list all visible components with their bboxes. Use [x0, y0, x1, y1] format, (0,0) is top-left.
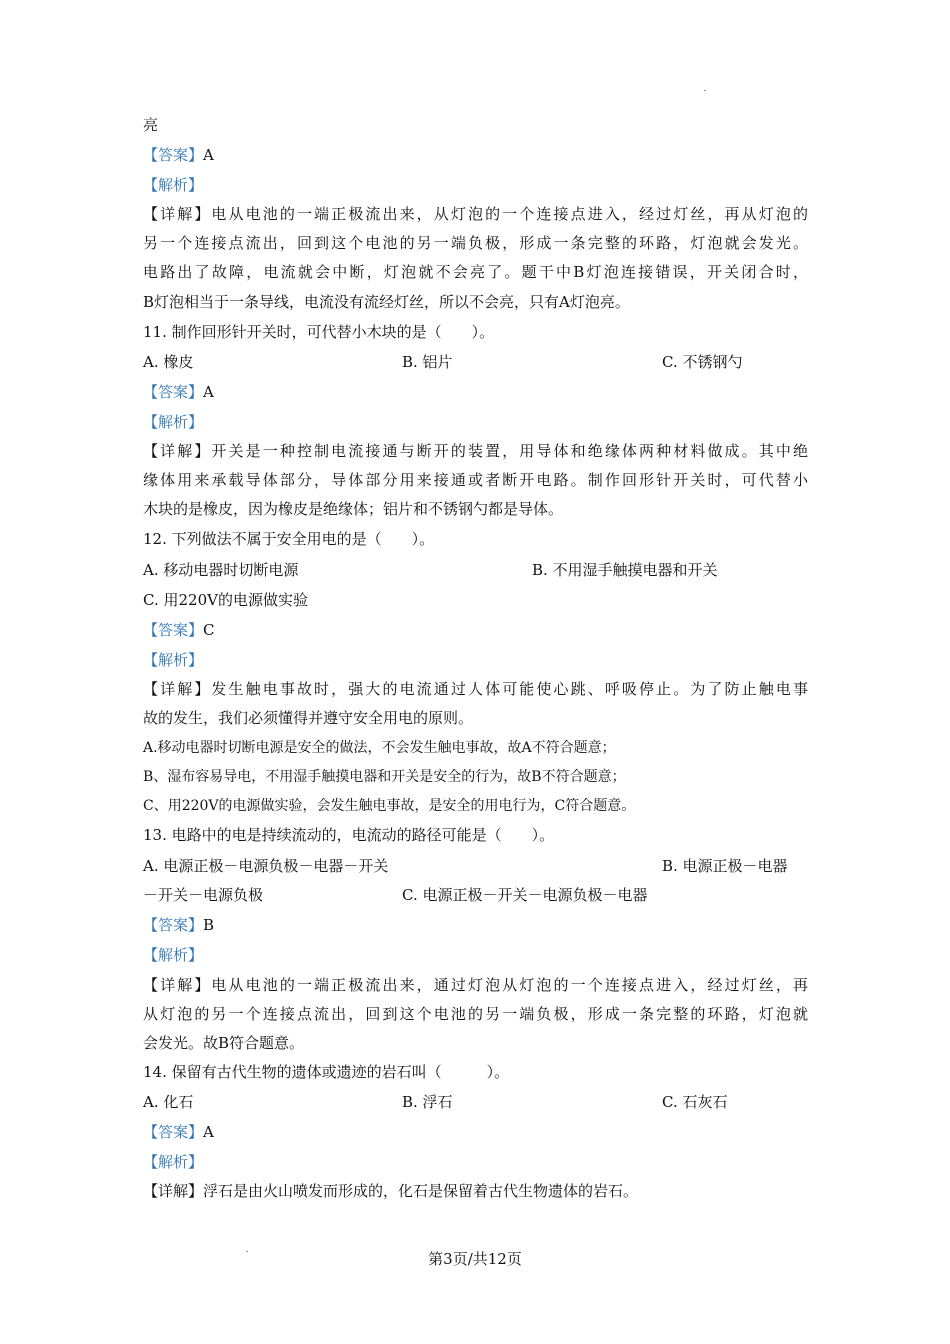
q12-detail-line: C、用220V的电源做实验，会发生触电事故，是安全的用电行为，C符合题意。	[143, 798, 636, 814]
analysis-label: 【解析】	[143, 176, 204, 194]
q11-detail-line	[143, 440, 808, 462]
q12-detail-line: A.移动电器时切断电源是安全的做法，不会发生触电事故，故A不符合题意；	[143, 740, 616, 756]
answer-label: 【答案】	[143, 916, 204, 934]
q11-option-a: A. 橡皮	[143, 353, 194, 371]
q12-answer-line	[143, 619, 808, 641]
q12-analysis-line	[143, 649, 808, 671]
detail-label: 【详解】	[143, 680, 212, 698]
q11-detail-line: 缘体用来承载导体部分，导体部分用来接通或者断开电路。制作回形针开关时，可代替小	[143, 471, 808, 489]
q13-answer-line	[143, 914, 808, 936]
scan-dot	[704, 90, 706, 91]
detail-label: 【详解】	[143, 1182, 204, 1200]
q11-answer-line	[143, 381, 808, 403]
answer-label: 【答案】	[143, 383, 204, 401]
q10-answer: A	[203, 146, 214, 164]
q14-option-a: A. 化石	[143, 1093, 194, 1111]
page-footer: 第3页/共12页	[428, 1250, 522, 1268]
q12-detail-line: B、湿布容易导电，不用湿手触摸电器和开关是安全的行为，故B不符合题意；	[143, 769, 626, 785]
q13-detail-line: 会发光。故B符合题意。	[143, 1034, 305, 1052]
q12-detail-text: 发生触电事故时，强大的电流通过人体可能使心跳、呼吸停止。为了防止触电事	[211, 680, 808, 698]
q14-question: 14. 保留有古代生物的遗体或遗迹的岩石叫（ ）。	[143, 1063, 510, 1081]
q10-analysis-line	[143, 174, 808, 196]
q12-option-b: B. 不用湿手触摸电器和开关	[532, 561, 718, 579]
q13-option-a: A. 电源正极－电源负极－电器－开关	[143, 857, 389, 875]
q14-option-b: B. 浮石	[402, 1093, 453, 1111]
detail-label: 【详解】	[143, 205, 212, 223]
q13-option-c: C. 电源正极－开关－电源负极－电器	[402, 886, 648, 904]
q13-detail-text: 电从电池的一端正极流出来，通过灯泡从灯泡的一个连接点进入，经过灯丝，再	[211, 976, 808, 994]
q10-tail: 亮	[143, 116, 159, 134]
q10-detail-line	[143, 203, 808, 225]
q13-analysis-line	[143, 944, 808, 966]
q12-detail-line: 故的发生，我们必须懂得并遵守安全用电的原则。	[143, 709, 474, 727]
q13-question: 13. 电路中的电是持续流动的，电流动的路径可能是（ ）。	[143, 826, 555, 844]
q13-answer: B	[203, 916, 215, 934]
q12-answer: C	[203, 621, 215, 639]
q14-option-c: C. 石灰石	[662, 1093, 728, 1111]
q12-question: 12. 下列做法不属于安全用电的是（ ）。	[143, 530, 435, 548]
q11-question: 11. 制作回形针开关时，可代替小木块的是（ ）。	[143, 323, 495, 341]
detail-label: 【详解】	[143, 442, 212, 460]
analysis-label: 【解析】	[143, 413, 204, 431]
q12-detail-line	[143, 678, 808, 700]
q13-option-b: B. 电源正极－电器	[662, 857, 788, 875]
q10-answer-line	[143, 144, 808, 166]
analysis-label: 【解析】	[143, 1153, 204, 1171]
q12-option-a: A. 移动电器时切断电源	[143, 561, 299, 579]
q13-option-b-continued: －开关－电源负极	[143, 886, 264, 904]
q11-analysis-line	[143, 411, 808, 433]
q14-answer: A	[203, 1123, 214, 1141]
q14-analysis-line	[143, 1151, 808, 1173]
q14-answer-line	[143, 1121, 808, 1143]
answer-label: 【答案】	[143, 146, 204, 164]
q11-answer: A	[203, 383, 214, 401]
q11-option-c: C. 不锈钢勺	[662, 353, 743, 371]
q10-detail-line: B灯泡相当于一条导线，电流没有流经灯丝，所以不会亮，只有A灯泡亮。	[143, 293, 630, 311]
q12-option-c: C. 用220V的电源做实验	[143, 591, 308, 609]
q10-detail-line: 另一个连接点流出，回到这个电池的另一端负极，形成一条完整的环路，灯泡就会发光。	[143, 234, 808, 252]
detail-label: 【详解】	[143, 976, 212, 994]
q11-detail-line: 木块的是橡皮，因为橡皮是绝缘体；铝片和不锈钢勺都是导体。	[143, 500, 564, 518]
q13-detail-line: 从灯泡的另一个连接点流出，回到这个电池的另一端负极，形成一条完整的环路，灯泡就	[143, 1005, 808, 1023]
answer-label: 【答案】	[143, 1123, 204, 1141]
q11-option-b: B. 铝片	[402, 353, 453, 371]
answer-label: 【答案】	[143, 621, 204, 639]
q10-detail-text: 电从电池的一端正极流出来，从灯泡的一个连接点进入，经过灯丝，再从灯泡的	[211, 205, 808, 223]
analysis-label: 【解析】	[143, 946, 204, 964]
q14-detail-line	[143, 1180, 808, 1202]
q13-detail-line	[143, 974, 808, 996]
q14-detail-text: 浮石是由火山喷发而形成的，化石是保留着古代生物遗体的岩石。	[203, 1182, 639, 1200]
analysis-label: 【解析】	[143, 651, 204, 669]
q10-detail-line: 电路出了故障，电流就会中断，灯泡就不会亮了。题干中B灯泡连接错误，开关闭合时，	[143, 263, 808, 281]
q11-detail-text: 开关是一种控制电流接通与断开的装置，用导体和绝缘体两种材料做成。其中绝	[211, 442, 808, 460]
